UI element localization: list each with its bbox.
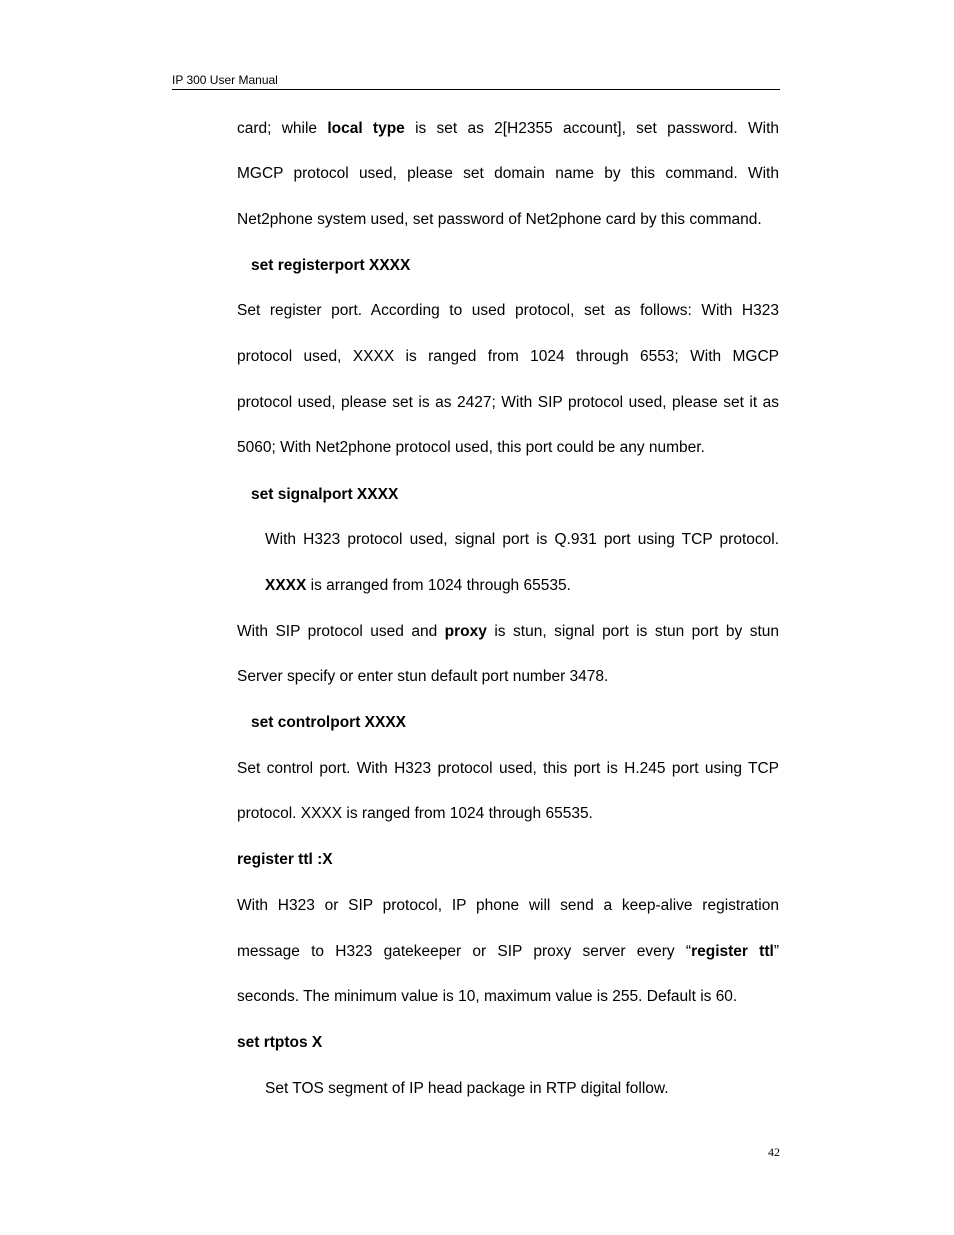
text-run: is stun, signal port is stun port by stun [486,623,779,640]
page-number: 42 [768,1145,780,1159]
body-line: protocol. XXXX is ranged from 1024 through 65535. [237,805,593,822]
bold-term: local type [327,120,405,137]
command-heading: register ttl :X [237,851,333,868]
text-run: is set as 2[H2355 account], set password. With [404,120,780,137]
body-line: seconds. The minimum value is 10, maximum value is 255. Default is 60. [237,988,738,1005]
running-header: IP 300 User Manual [172,73,780,90]
body-line: Set register port. According to used protocol, set as follows: With H323 [237,302,779,319]
body-line: Set TOS segment of IP head package in RTP digital follow. [265,1080,669,1097]
command-heading: set rtptos X [237,1034,323,1051]
body-line [237,622,779,642]
text-run: message to H323 gatekeeper or SIP proxy server every “ [237,943,692,960]
body-line: MGCP protocol used, please set domain name by this command. With [237,165,779,182]
body-line: Server specify or enter stun default port number 3478. [237,668,609,685]
bold-term: register ttl [691,943,774,960]
command-heading: set controlport XXXX [251,714,407,731]
bold-term: XXXX [265,577,307,594]
body-line: 5060; With Net2phone protocol used, this port could be any number. [237,439,705,456]
body-line [265,576,779,596]
text-run: is arranged from 1024 through 65535. [306,577,571,594]
text-run: ” [773,943,779,960]
body-line: Set control port. With H323 protocol used, this port is H.245 port using TCP [237,760,779,777]
bold-term: proxy [444,623,487,640]
body-line: protocol used, XXXX is ranged from 1024 through 6553; With MGCP [237,348,779,365]
body-line [237,942,779,962]
text-run: card; while [237,120,328,137]
command-heading: set registerport XXXX [251,257,411,274]
body-line: With H323 protocol used, signal port is Q.931 port using TCP protocol. [265,531,779,548]
command-heading: set signalport XXXX [251,486,399,503]
text-run: With SIP protocol used and [237,623,445,640]
body-line: With H323 or SIP protocol, IP phone will send a keep-alive registration [237,897,779,914]
body-line: protocol used, please set is as 2427; With SIP protocol used, please set it as [237,394,779,411]
body-line: Net2phone system used, set password of Net2phone card by this command. [237,211,762,228]
body-line [237,119,779,139]
